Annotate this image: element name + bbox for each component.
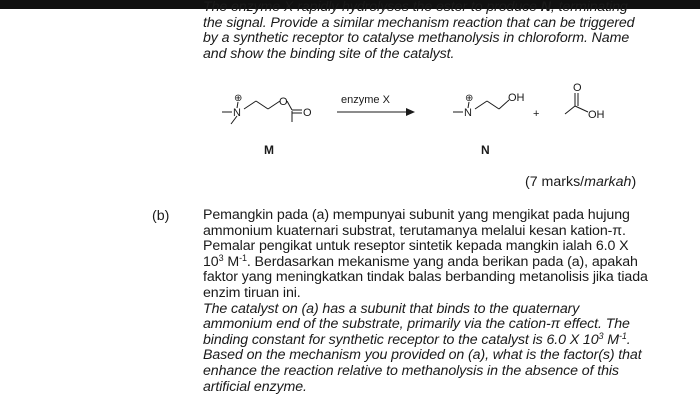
m-nitrogen: N — [233, 107, 241, 119]
m-charge: ⊕ — [234, 93, 243, 104]
n-chain-bond-2 — [487, 101, 499, 109]
acid-carbonyl-oxygen: O — [573, 82, 582, 94]
marks-allocation: (7 marks/markah) — [525, 174, 637, 190]
n-charge: ⊕ — [465, 93, 474, 104]
n-chain-bond-1 — [475, 101, 487, 109]
m-chain-bond-1 — [244, 101, 256, 109]
question-b-malay: Pemangkin pada (a) mempunyai subunit yang mengikat pada hujung ammonium kuaternari substrat, terutamanya melalui kesan kation-π. Pemalar pengikat untuk reseptor sintetik kepada mangkin ialah 6.0 X $10^3$ $M^{-1}$. Berdasarkan mekanisme yang anda berikan pada (a), apakah faktor yang meningkatkan tindak balas berbanding metanolisis jika tiada enzim tiruan ini. — [203, 207, 648, 301]
question-a-text: The enzyme X rapidly hydrolyses the ester to produce N, terminating the signal. Provide a similar mechanism reaction that can be triggered by a synthetic receptor to catalyse methanolysis in chloroform. Name and show the binding site of the catalyst. — [203, 0, 635, 62]
question-b-text — [203, 208, 650, 395]
compound-m-label: M — [264, 143, 274, 157]
m-chain-bond-2 — [256, 101, 268, 109]
acid-oh-bond — [575, 106, 588, 112]
question-b-label: (b) — [152, 208, 170, 224]
n-hydroxyl: OH — [508, 92, 525, 104]
compound-n-label: N — [481, 143, 490, 157]
arrow-label: enzyme X — [341, 94, 390, 106]
plus-sign: + — [533, 108, 540, 120]
m-ester-oxygen: O — [279, 96, 288, 108]
m-carbonyl-oxygen: O — [303, 107, 312, 119]
question-b-english: The catalyst on (a) has a subunit that binds to the quaternary ammonium end of the substrate, primarily via the cation-π effect. The binding constant for synthetic receptor to the catalyst is 6.0 X $10^3$ $M^{-1}$. Based on the mechanism you provided on (a), what is the factor(s) that enhance the reaction relative to methanolysis in the absence of this artificial enzyme. — [203, 300, 642, 395]
reaction-arrowhead — [406, 108, 415, 116]
reaction-scheme — [0, 74, 700, 174]
n-nitrogen: N — [464, 107, 472, 119]
acid-hydroxyl: OH — [588, 109, 605, 121]
m-ester-o-bond — [287, 101, 292, 110]
acid-methyl-bond — [565, 106, 575, 114]
product-n-bold: N — [540, 0, 551, 15]
reaction-scheme-svg — [0, 74, 700, 174]
